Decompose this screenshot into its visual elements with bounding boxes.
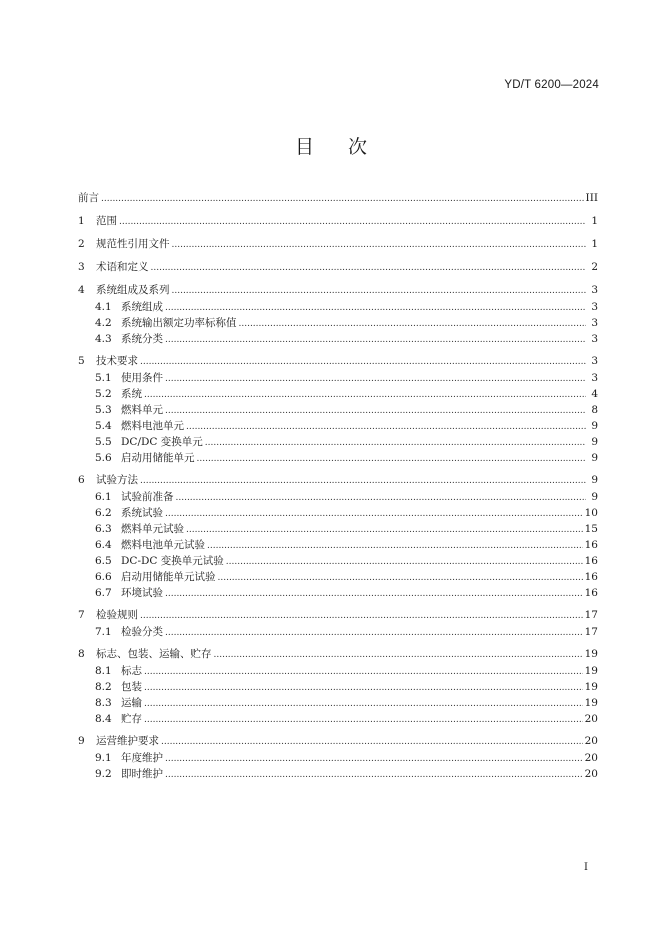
toc-entry-number: 8.4 bbox=[95, 713, 112, 725]
toc-entry[interactable] bbox=[78, 569, 598, 585]
toc-entry-title: 包装 bbox=[121, 681, 142, 693]
toc-leader-dots bbox=[165, 767, 583, 783]
toc-entry-page: 3 bbox=[591, 317, 598, 329]
toc-leader-dots bbox=[165, 625, 583, 641]
toc-entry-title: 年度维护 bbox=[121, 752, 163, 764]
toc-entry-number: 5.3 bbox=[95, 404, 112, 416]
toc-entry[interactable] bbox=[78, 353, 598, 370]
toc-entry[interactable] bbox=[78, 766, 598, 782]
toc-entry-title: 系统试验 bbox=[121, 507, 163, 519]
toc-entry-page: 4 bbox=[591, 388, 598, 400]
toc-entry-title: DC/DC 变换单元 bbox=[121, 436, 203, 448]
toc-entry[interactable] bbox=[78, 331, 598, 347]
toc-entry-number: 6.3 bbox=[95, 523, 112, 535]
toc-leader-dots bbox=[144, 680, 583, 696]
toc-entry[interactable] bbox=[78, 259, 598, 276]
toc-leader-dots bbox=[165, 506, 583, 522]
toc-entry-title: 检验规则 bbox=[96, 609, 138, 621]
toc-entry-title: 燃料单元试验 bbox=[121, 523, 184, 535]
toc-entry[interactable] bbox=[78, 695, 598, 711]
toc-leader-dots bbox=[205, 435, 586, 451]
toc-entry[interactable] bbox=[78, 315, 598, 331]
toc-entry-number: 6.5 bbox=[95, 555, 112, 567]
toc-entry-title: 即时维护 bbox=[121, 768, 163, 780]
toc-entry-title: 启动用储能单元试验 bbox=[121, 571, 216, 583]
toc-entry-page: 10 bbox=[584, 507, 598, 519]
toc-entry-number: 2 bbox=[78, 238, 85, 250]
toc-entry[interactable] bbox=[78, 190, 598, 207]
toc-entry-number: 5.4 bbox=[95, 420, 112, 432]
toc-entry-title: 技术要求 bbox=[96, 355, 138, 367]
toc-entry-page: 19 bbox=[584, 697, 598, 709]
toc-entry-title: 标志、包装、运输、贮存 bbox=[96, 648, 212, 660]
toc-leader-dots bbox=[151, 260, 587, 277]
toc-entry[interactable] bbox=[78, 299, 598, 315]
toc-leader-dots bbox=[165, 751, 583, 767]
toc-entry[interactable] bbox=[78, 418, 598, 434]
toc-entry-number: 9.2 bbox=[95, 768, 112, 780]
toc-leader-dots bbox=[186, 522, 583, 538]
toc-entry-title: 运营维护要求 bbox=[96, 735, 159, 747]
toc-leader-dots bbox=[176, 490, 587, 506]
toc-entry-page: 17 bbox=[584, 609, 598, 621]
toc-entry-number: 5.1 bbox=[95, 372, 112, 384]
toc-entry[interactable] bbox=[78, 434, 598, 450]
toc-leader-dots bbox=[144, 696, 583, 712]
toc-entry-number: 7 bbox=[78, 609, 85, 621]
toc-entry-title: 系统输出额定功率标称值 bbox=[121, 317, 237, 329]
toc-entry-page: 1 bbox=[591, 238, 598, 250]
toc-entry-number: 6.7 bbox=[95, 587, 112, 599]
toc-entry-number: 5.5 bbox=[95, 436, 112, 448]
toc-entry[interactable] bbox=[78, 505, 598, 521]
toc-entry[interactable] bbox=[78, 624, 598, 640]
toc-entry-number: 9.1 bbox=[95, 752, 112, 764]
toc-entry-title: 试验前准备 bbox=[121, 491, 174, 503]
toc-entry-page: 19 bbox=[584, 665, 598, 677]
toc-entry-title: 范围 bbox=[96, 215, 117, 227]
toc-entry-page: 9 bbox=[591, 420, 598, 432]
toc-entry-number: 4.1 bbox=[95, 301, 112, 313]
toc-entry-page: 19 bbox=[584, 648, 598, 660]
toc-leader-dots bbox=[172, 283, 587, 300]
toc-leader-dots bbox=[172, 237, 587, 254]
toc-entry-page: 8 bbox=[591, 404, 598, 416]
toc-leader-dots bbox=[165, 300, 586, 316]
toc-entry[interactable] bbox=[78, 450, 598, 466]
toc-leader-dots bbox=[140, 473, 586, 490]
toc-entry-page: 16 bbox=[584, 571, 598, 583]
toc-entry-number: 5 bbox=[78, 355, 85, 367]
toc-entry[interactable] bbox=[78, 489, 598, 505]
toc-entry[interactable] bbox=[78, 521, 598, 537]
toc-entry-title: 系统组成及系列 bbox=[96, 284, 170, 296]
toc-leader-dots bbox=[144, 712, 583, 728]
toc-entry-title: 术语和定义 bbox=[96, 261, 149, 273]
toc-entry-title: 标志 bbox=[121, 665, 142, 677]
toc-entry-page: 3 bbox=[591, 284, 598, 296]
toc-entry-title: 运输 bbox=[121, 697, 142, 709]
toc-entry-title: 启动用储能单元 bbox=[121, 452, 195, 464]
toc-entry-number: 1 bbox=[78, 215, 85, 227]
toc-leader-dots bbox=[101, 191, 584, 208]
toc-entry-title: 使用条件 bbox=[121, 372, 163, 384]
toc-entry[interactable] bbox=[78, 607, 598, 624]
toc-entry-page: 20 bbox=[584, 752, 598, 764]
toc-entry-title: 系统 bbox=[121, 388, 142, 400]
toc-leader-dots bbox=[144, 387, 586, 403]
toc-entry-number: 9 bbox=[78, 735, 85, 747]
toc-leader-dots bbox=[207, 538, 583, 554]
toc-entry-title: 环境试验 bbox=[121, 587, 163, 599]
toc-entry-page: 3 bbox=[591, 301, 598, 313]
toc-leader-dots bbox=[161, 734, 583, 751]
toc-entry[interactable] bbox=[78, 370, 598, 386]
toc-entry-number: 3 bbox=[78, 261, 85, 273]
toc-entry-number: 8.1 bbox=[95, 665, 112, 677]
toc-entry[interactable] bbox=[78, 553, 598, 569]
toc-entry-number: 4 bbox=[78, 284, 85, 296]
toc-entry-number: 6.4 bbox=[95, 539, 112, 551]
toc-entry-page: 16 bbox=[584, 539, 598, 551]
toc-leader-dots bbox=[140, 608, 583, 625]
toc-entry-page: 9 bbox=[591, 436, 598, 448]
toc-entry-title: 试验方法 bbox=[96, 474, 138, 486]
footer-page-number: I bbox=[584, 862, 588, 873]
toc-leader-dots bbox=[165, 332, 586, 348]
toc-entry-number: 6.6 bbox=[95, 571, 112, 583]
toc-leader-dots bbox=[214, 647, 583, 664]
toc-entry-page: 3 bbox=[591, 372, 598, 384]
toc-entry[interactable] bbox=[78, 472, 598, 489]
toc-entry-number: 7.1 bbox=[95, 626, 112, 638]
toc-leader-dots bbox=[226, 554, 583, 570]
toc-entry-title: DC-DC 变换单元试验 bbox=[121, 555, 224, 567]
toc-entry-page: 20 bbox=[584, 768, 598, 780]
toc-entry[interactable] bbox=[78, 733, 598, 750]
toc-entry-page: 20 bbox=[584, 735, 598, 747]
toc-entry-page: 1 bbox=[591, 215, 598, 227]
toc-entry-number: 4.2 bbox=[95, 317, 112, 329]
toc-entry-title: 规范性引用文件 bbox=[96, 238, 170, 250]
toc-entry-number: 8.3 bbox=[95, 697, 112, 709]
toc-entry-title: 贮存 bbox=[121, 713, 142, 725]
toc-entry-page: 17 bbox=[584, 626, 598, 638]
toc-entry-number: 4.3 bbox=[95, 333, 112, 345]
toc-entry-page: 9 bbox=[591, 491, 598, 503]
toc-entry-page: III bbox=[585, 192, 598, 204]
toc-entry[interactable] bbox=[78, 213, 598, 230]
toc-entry-page: 3 bbox=[591, 355, 598, 367]
toc-entry-page: 15 bbox=[584, 523, 598, 535]
toc-entry-number: 6.2 bbox=[95, 507, 112, 519]
toc-leader-dots bbox=[165, 371, 586, 387]
toc-entry[interactable] bbox=[78, 711, 598, 727]
toc-entry-number: 6.1 bbox=[95, 491, 112, 503]
toc-entry[interactable] bbox=[78, 679, 598, 695]
toc-entry-number: 8.2 bbox=[95, 681, 112, 693]
toc-leader-dots bbox=[218, 570, 583, 586]
toc-entry-title: 检验分类 bbox=[121, 626, 163, 638]
toc-entry-page: 9 bbox=[591, 452, 598, 464]
toc-entry[interactable] bbox=[78, 750, 598, 766]
page-title: 目次 bbox=[294, 136, 401, 158]
toc-leader-dots bbox=[165, 586, 583, 602]
toc-entry-page: 16 bbox=[584, 555, 598, 567]
toc-entry-page: 2 bbox=[591, 261, 598, 273]
toc-leader-dots bbox=[197, 451, 587, 467]
toc-entry[interactable] bbox=[78, 585, 598, 601]
toc-entry[interactable] bbox=[78, 663, 598, 679]
toc-entry[interactable] bbox=[78, 282, 598, 299]
toc-entry-number: 5.6 bbox=[95, 452, 112, 464]
toc-entry-page: 9 bbox=[591, 474, 598, 486]
toc-leader-dots bbox=[140, 354, 586, 371]
toc-entry[interactable] bbox=[78, 402, 598, 418]
toc-entry-page: 16 bbox=[584, 587, 598, 599]
toc-entry-number: 6 bbox=[78, 474, 85, 486]
toc-leader-dots bbox=[119, 214, 586, 231]
toc-leader-dots bbox=[239, 316, 587, 332]
toc-entry-page: 3 bbox=[591, 333, 598, 345]
toc-entry-page: 20 bbox=[584, 713, 598, 725]
toc-entry-title: 前言 bbox=[78, 192, 99, 204]
toc-entry[interactable] bbox=[78, 537, 598, 553]
toc-leader-dots bbox=[165, 403, 586, 419]
toc-leader-dots bbox=[186, 419, 586, 435]
toc-entry[interactable] bbox=[78, 236, 598, 253]
document-code: YD/T 6200—2024 bbox=[504, 79, 599, 91]
toc-entry-number: 5.2 bbox=[95, 388, 112, 400]
toc-entry[interactable] bbox=[78, 646, 598, 663]
toc-entry-page: 19 bbox=[584, 681, 598, 693]
toc-entry[interactable] bbox=[78, 386, 598, 402]
toc-entry-title: 燃料电池单元 bbox=[121, 420, 184, 432]
toc-entry-title: 燃料单元 bbox=[121, 404, 163, 416]
toc-entry-title: 燃料电池单元试验 bbox=[121, 539, 205, 551]
toc-entry-title: 系统组成 bbox=[121, 301, 163, 313]
toc-leader-dots bbox=[144, 664, 583, 680]
toc-entry-title: 系统分类 bbox=[121, 333, 163, 345]
toc-entry-number: 8 bbox=[78, 648, 85, 660]
table-of-contents bbox=[78, 190, 598, 782]
